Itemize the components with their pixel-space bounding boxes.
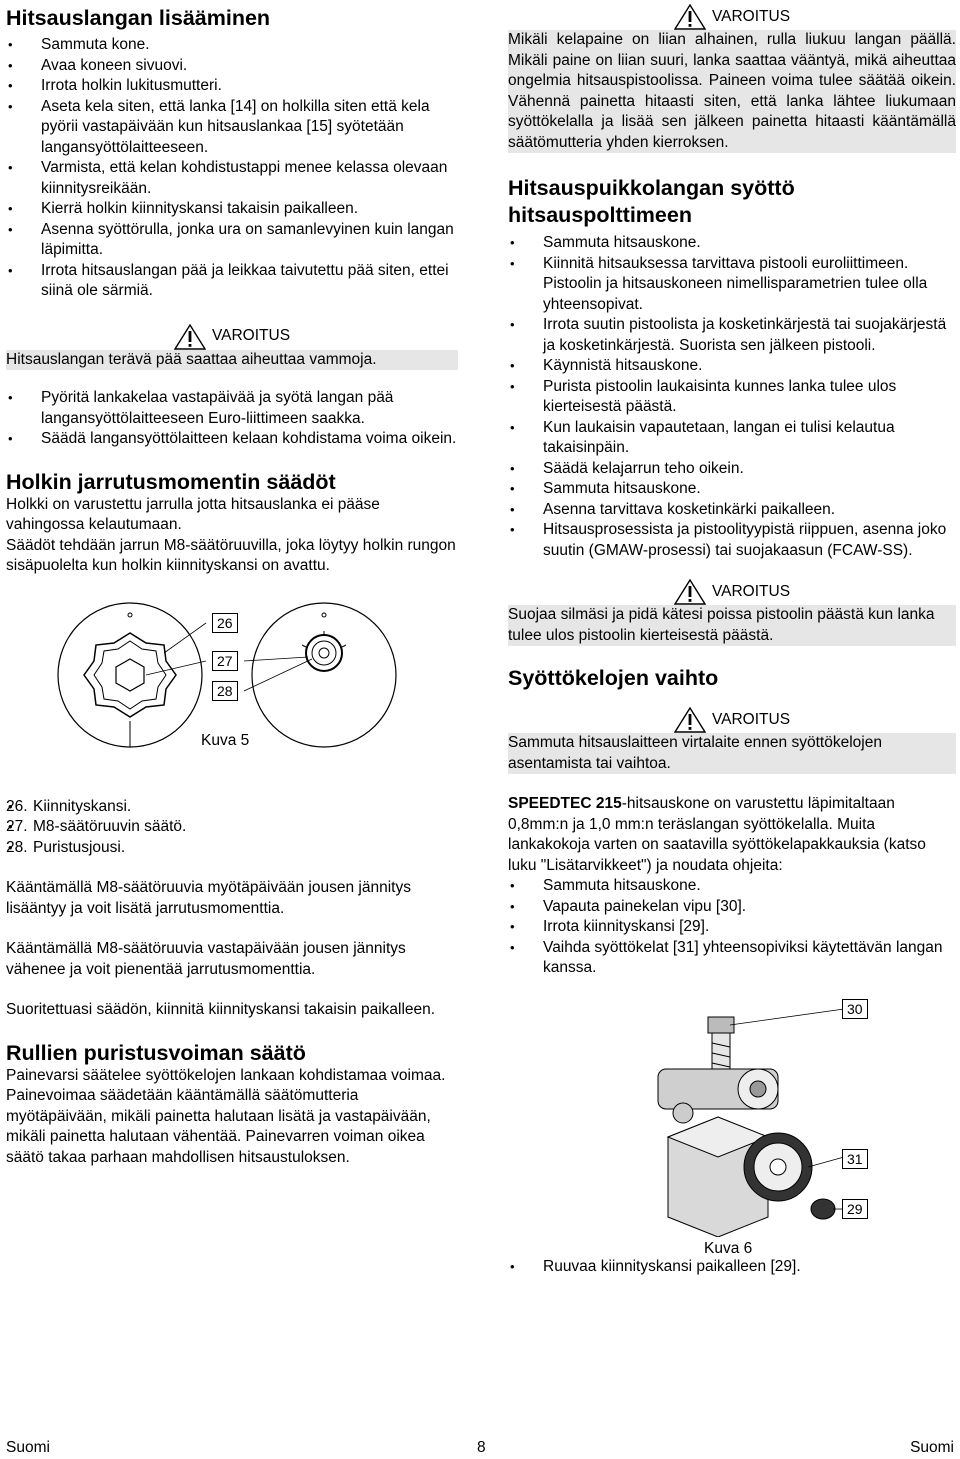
right-column [508, 4, 956, 1277]
feed-roll-steps [508, 876, 956, 979]
warning-text: Sammuta hitsauslaitteen virtalaite ennen syöttökelojen asentamista tai vaihtoa. [508, 734, 882, 772]
section-title-wire-insert: Hitsauslangan lisääminen [6, 6, 271, 30]
warning-text: Mikäli kelapaine on liian alhainen, rulla liukuu langan päällä. Mikäli paine on liian suuri, lanka saattaa vääntyä, mikä aiheuttaa ongelmia hitsauspistoolissa. Paineen voima tulee säätää oikein. Vähennä painetta hitaasti siten, että lanka lähtee liukumaan syöttökelalla ja lisää sen jälkeen painetta hitaasti kääntämällä säätömutteria yhden kierroksen. [508, 31, 956, 151]
warning-heading [508, 707, 956, 733]
list-item: • Kiinnitä hitsauksessa tarvittava pistooli euroliittimeen. Pistoolin ja hitsauskoneen nimellisparametrien tulee olla yhteensopivat. [508, 254, 956, 316]
section-title-wire-feed: Hitsauspuikkolangan syöttö hitsauspolttimeen [508, 176, 795, 227]
list-item: • Hitsausprosessista ja pistoolityypistä riippuen, asenna joko suutin (GMAW-prosessi) tai suojakaasun (FCAW-SS). [508, 520, 956, 561]
figure-6-caption: Kuva 6 [704, 1239, 753, 1257]
section-title-feed-roll-change: Syöttökelojen vaihto [508, 666, 719, 690]
callout-31: 31 [842, 1149, 868, 1169]
list-item: • Asenna syöttörulla, jonka ura on samanlevyinen kuin langan läpimitta. [6, 220, 458, 261]
legend-item: • 26. Kiinnityskansi. [6, 797, 458, 818]
list-item: • Pyöritä lankakelaa vastapäivää ja syötä langan pää langansyöttölaitteeseen Euro-liittimeen saakka. [6, 388, 458, 429]
warning-text: Hitsauslangan terävä pää saattaa aiheuttaa vammoja. [6, 350, 377, 368]
section-title-brake: Holkin jarrutusmomentin säädöt [6, 469, 336, 494]
list-item: • Sammuta hitsauskone. [508, 876, 956, 897]
paragraph: Kääntämällä M8-säätöruuvia vastapäivään jousen jännitys vähenee ja voit pienentää jarrutusmomenttia. [6, 940, 406, 978]
paragraph: Holkki on varustettu jarrulla jotta hitsauslanka ei pääse vahingossa kelautumaan. [6, 495, 380, 533]
list-item: • Säädä kelajarrun teho oikein. [508, 459, 956, 480]
list-item: • Vapauta painekelan vipu [30]. [508, 897, 956, 918]
warning-box [508, 605, 956, 646]
list-item: • Kun laukaisin vapautetaan, langan ei tulisi kelautua takaisinpäin. [508, 418, 956, 459]
list-item: • Irrota suutin pistoolista ja kosketinkärjestä tai suojakärjestä ja kosketinkärjestä. Suorista sen jälkeen pistooli. [508, 315, 956, 356]
paragraph: Suoritettuasi säädön, kiinnitä kiinnityskansi takaisin paikalleen. [6, 1001, 436, 1018]
footer-language-left: Suomi [6, 1439, 50, 1456]
list-item: • Kierrä holkin kiinnityskansi takaisin paikalleen. [6, 199, 458, 220]
model-name: SPEEDTEC 215 [508, 795, 622, 812]
footer-language-right: Suomi [910, 1439, 954, 1456]
list-item: • Purista pistoolin laukaisinta kunnes lanka tulee ulos kierteisestä päästä. [508, 377, 956, 418]
list-item: • Irrota holkin lukitusmutteri. [6, 76, 458, 97]
figure-5-legend [6, 797, 458, 859]
list-item: • Säädä langansyöttölaitteen kelaan kohdistama voima oikein. [6, 429, 458, 450]
warning-label: VAROITUS [211, 327, 291, 345]
list-item: • Varmista, että kelan kohdistustappi menee kelassa olevaan kiinnitysreikään. [6, 158, 458, 199]
paragraph: Painevoimaa säädetään kääntämällä säätömutteria myötäpäivään, mikäli painetta halutaan lisätä ja vastapäivään, mikäli painetta halutaan vähentää. Painevarren voiman oikea säätö takaa parhaan mahdollisen hitsaustuloksen. [6, 1087, 431, 1166]
page-number: 8 [477, 1439, 486, 1456]
list-item: • Avaa koneen sivuovi. [6, 56, 458, 77]
warning-label: VAROITUS [711, 7, 791, 25]
warning-box [6, 350, 458, 371]
warning-heading [508, 4, 956, 30]
warning-heading [508, 579, 956, 605]
list-item: • Sammuta hitsauskone. [508, 479, 956, 500]
list-item: • Ruuvaa kiinnityskansi paikalleen [29]. [508, 1257, 956, 1278]
feed-roll-mechanism-illustration [508, 987, 956, 1237]
warning-triangle-icon [674, 4, 706, 30]
list-item: • Sammuta hitsauskone. [508, 233, 956, 254]
wire-insert-steps [6, 35, 458, 302]
list-item: • Aseta kela siten, että lanka [14] on holkilla siten että kela pyörii vastapäivään kun hitsauslankaa [15] syötetään langansyöttölaitteeseen. [6, 97, 458, 159]
callout-30: 30 [842, 999, 868, 1019]
left-column [6, 6, 458, 1168]
warning-box [508, 30, 956, 153]
warning-heading [6, 324, 458, 350]
wire-feed-steps [6, 388, 458, 450]
callout-26: 26 [212, 613, 238, 633]
list-item: • Sammuta kone. [6, 35, 458, 56]
callout-28: 28 [212, 681, 238, 701]
figure-5-caption: Kuva 5 [201, 731, 250, 749]
warning-triangle-icon [174, 324, 206, 350]
paragraph: Painevarsi säätelee syöttökelojen lankaan kohdistamaa voimaa. [6, 1066, 446, 1084]
legend-item: • 28. Puristusjousi. [6, 838, 458, 859]
warning-triangle-icon [674, 707, 706, 733]
paragraph: Kääntämällä M8-säätöruuvia myötäpäivään jousen jännitys lisääntyy ja voit lisätä jarrutusmomenttia. [6, 879, 411, 917]
warning-triangle-icon [674, 579, 706, 605]
final-step [508, 1257, 956, 1278]
wire-feed-torch-steps [508, 233, 956, 561]
list-item: • Käynnistä hitsauskone. [508, 356, 956, 377]
figure-6 [508, 987, 956, 1257]
callout-27: 27 [212, 651, 238, 671]
list-item: • Asenna tarvittava kosketinkärki paikalleen. [508, 500, 956, 521]
warning-label: VAROITUS [711, 582, 791, 600]
warning-box [508, 733, 956, 774]
list-item: • Vaihda syöttökelat [31] yhteensopiviksi käytettävän langan kanssa. [508, 938, 956, 979]
callout-29: 29 [842, 1199, 868, 1219]
paragraph-speedtec: SPEEDTEC 215-hitsauskone on varustettu läpimitaltaan 0,8mm:n ja 1,0 mm:n teräslangan syöttökelalla. Muita lankakokoja varten on saatavilla syöttökelapakkauksia (katso luku "Lisätarvikkeet") ja noudata ohjeita: [508, 795, 926, 874]
section-title-roll-pressure: Rullien puristusvoiman säätö [6, 1040, 306, 1065]
figure-5 [6, 601, 458, 797]
list-item: • Irrota hitsauslangan pää ja leikkaa taivutettu pää siten, ettei siinä ole särmiä. [6, 261, 458, 302]
legend-item: • 27. M8-säätöruuvin säätö. [6, 817, 458, 838]
paragraph: Säädöt tehdään jarrun M8-säätöruuvilla, joka löytyy holkin rungon sisäpuolelta kun holkin kiinnityskansi on avattu. [6, 536, 456, 574]
warning-text: Suojaa silmäsi ja pidä kätesi poissa pistoolin päästä kun lanka tulee ulos pistoolin kierteisestä päästä. [508, 606, 935, 644]
list-item: • Irrota kiinnityskansi [29]. [508, 917, 956, 938]
page-footer [6, 1438, 954, 1459]
warning-label: VAROITUS [711, 710, 791, 728]
